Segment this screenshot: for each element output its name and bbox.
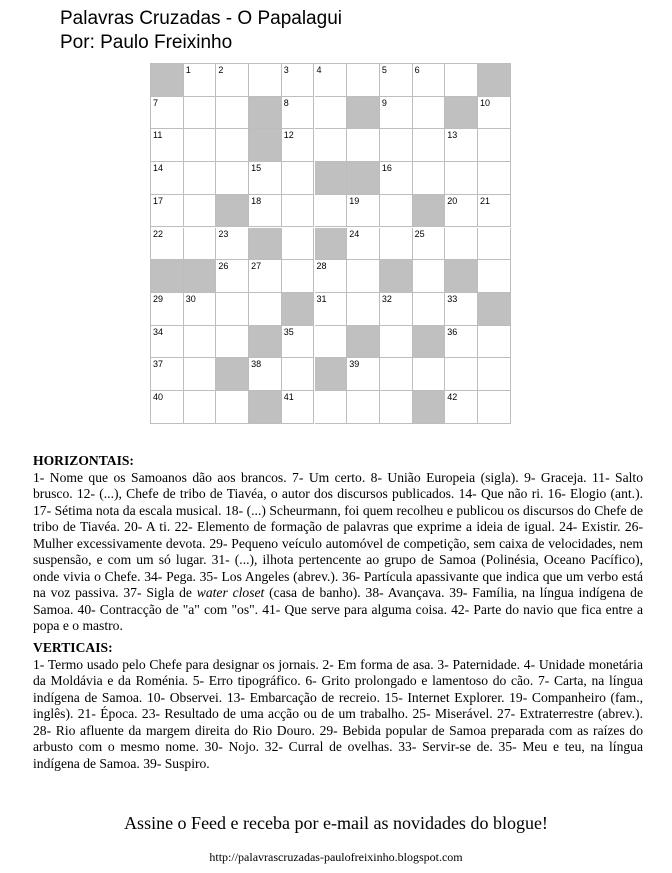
- black-cell: [249, 228, 282, 261]
- grid-cell[interactable]: [216, 228, 249, 261]
- black-cell: [184, 260, 217, 293]
- clue-number: 4: [316, 65, 322, 75]
- grid-cell[interactable]: [445, 129, 478, 162]
- grid-cell[interactable]: [445, 293, 478, 326]
- grid-cell[interactable]: [380, 97, 413, 130]
- clue-number: 38: [251, 359, 262, 370]
- clue-number: 5: [381, 65, 387, 75]
- clue-number: 37: [153, 359, 164, 370]
- grid-cell[interactable]: [347, 293, 380, 326]
- clue-number: 35: [283, 326, 294, 337]
- blog-url[interactable]: http://palavrascruzadas-paulofreixinho.blogspot.com: [209, 850, 463, 864]
- black-cell: [478, 64, 511, 97]
- clue-number: 10: [480, 97, 491, 108]
- horizontal-heading: HORIZONTAIS:: [33, 453, 134, 468]
- grid-cell[interactable]: [184, 129, 217, 162]
- grid-cell[interactable]: [249, 293, 282, 326]
- grid-cell[interactable]: [478, 326, 511, 359]
- grid-cell[interactable]: [380, 64, 413, 97]
- grid-cell[interactable]: [184, 293, 217, 326]
- black-cell: [151, 260, 184, 293]
- clue-number: 29: [153, 293, 164, 304]
- grid-cell[interactable]: [380, 391, 413, 424]
- grid-cell[interactable]: [380, 228, 413, 261]
- grid-cell[interactable]: [184, 358, 217, 391]
- grid-cell[interactable]: [413, 129, 446, 162]
- feed-subscribe-text: Assine o Feed e receba por e-mail as novidades do blogue!: [124, 813, 548, 833]
- black-cell: [445, 97, 478, 130]
- grid-cell[interactable]: [413, 64, 446, 97]
- grid-cell[interactable]: [347, 391, 380, 424]
- grid-cell[interactable]: [478, 391, 511, 424]
- grid-cell[interactable]: [315, 293, 348, 326]
- grid-cell[interactable]: [315, 64, 348, 97]
- black-cell: [413, 326, 446, 359]
- clue-number: 20: [447, 195, 458, 206]
- black-cell: [347, 326, 380, 359]
- clue-number: 31: [316, 293, 327, 304]
- grid-cell[interactable]: [282, 260, 315, 293]
- grid-cell[interactable]: [380, 293, 413, 326]
- grid-cell[interactable]: [216, 162, 249, 195]
- horizontal-clues-part2: (casa de banho). 38- Avançava. 39- Família, na língua indígena de Samoa. 40- Contracção de "a" com "os". 41- Que serve para alguma coisa. 42- Parte do navio que fica entre a popa e o mastro.: [33, 585, 643, 633]
- horizontal-clues-text: [33, 470, 643, 635]
- clue-number: 9: [381, 97, 387, 108]
- clue-number: 41: [283, 392, 294, 402]
- grid-cell[interactable]: [184, 64, 217, 97]
- grid-cell[interactable]: [282, 129, 315, 162]
- clue-number: 24: [349, 228, 360, 239]
- clue-number: 25: [414, 228, 425, 239]
- clue-number: 12: [283, 130, 294, 141]
- grid-cell[interactable]: [249, 358, 282, 391]
- black-cell: [413, 391, 446, 424]
- grid-cell[interactable]: [315, 129, 348, 162]
- black-cell: [249, 97, 282, 130]
- black-cell: [249, 326, 282, 359]
- grid-cell[interactable]: [478, 162, 511, 195]
- black-cell: [380, 260, 413, 293]
- grid-cell[interactable]: [151, 97, 184, 130]
- grid-cell[interactable]: [347, 228, 380, 261]
- clue-number: 34: [153, 326, 164, 337]
- clue-number: 40: [153, 392, 164, 402]
- black-cell: [249, 129, 282, 162]
- grid-cell[interactable]: [216, 64, 249, 97]
- vertical-clues-text: 1- Termo usado pelo Chefe para designar os jornais. 2- Em forma de asa. 3- Paternidade. 4- Unidade monetária da Moldávia e da Roménia. 5- Erro tipográfico. 6- Grito prolongado e lamentoso do cão. 7- Carta, na língua indígena de Samoa. 10- Observei. 13- Embarcação de recreio. 15- Internet Explorer. 19- Companheiro (fam., inglês). 21- Época. 23- Resultado de uma acção ou de um trabalho. 25- Miserável. 27- Extraterrestre (abrev.). 28- Rio afluente da margem direita do Rio Douro. 29- Bebida popular de Samoa preparada com as raízes do arbusto com o mesmo nome. 30- Nojo. 32- Curral de ovelhas. 33- Servir-se de. 35- Meu e teu, na língua indígena de Samoa. 39- Suspiro.: [33, 656, 643, 771]
- grid-cell[interactable]: [282, 326, 315, 359]
- clue-number: 23: [218, 228, 229, 239]
- grid-cell[interactable]: [216, 326, 249, 359]
- grid-cell[interactable]: [249, 64, 282, 97]
- clue-number: 7: [153, 97, 159, 108]
- clue-number: 18: [251, 195, 262, 206]
- grid-cell[interactable]: [413, 162, 446, 195]
- grid-cell[interactable]: [445, 358, 478, 391]
- clue-number: 30: [185, 293, 196, 304]
- vertical-clues: [33, 640, 643, 772]
- grid-cell[interactable]: [151, 358, 184, 391]
- grid-cell[interactable]: [216, 129, 249, 162]
- horizontal-clues-italic: water closet: [196, 585, 265, 600]
- black-cell: [151, 64, 184, 97]
- horizontal-clues: [33, 453, 643, 635]
- grid-cell[interactable]: [347, 64, 380, 97]
- black-cell: [347, 97, 380, 130]
- clue-number: 19: [349, 195, 360, 206]
- grid-cell[interactable]: [315, 195, 348, 228]
- grid-cell[interactable]: [151, 129, 184, 162]
- clue-number: 27: [251, 261, 262, 272]
- black-cell: [347, 162, 380, 195]
- grid-cell[interactable]: [216, 391, 249, 424]
- clue-number: 3: [283, 65, 289, 75]
- clue-number: 33: [447, 293, 458, 304]
- black-cell: [249, 391, 282, 424]
- grid-cell[interactable]: [151, 391, 184, 424]
- grid-cell[interactable]: [184, 326, 217, 359]
- page-title: Palavras Cruzadas - O Papalagui: [60, 8, 342, 29]
- grid-cell[interactable]: [184, 391, 217, 424]
- clue-number: 8: [283, 97, 289, 108]
- grid-cell[interactable]: [478, 195, 511, 228]
- horizontal-clues-part1: 1- Nome que os Samoanos dão aos brancos. 7- Um certo. 8- União Europeia (sigla). 9- Graceja. 11- Salto brusco. 12- (...), Chefe de tribo de Tiavéa, o autor dos discursos publicados. 14- Que não ri. 16- Elogio (ant.). 17- Sétima nota da escala musical. 18- (...) Scheurmann, foi quem recolheu e publicou os discursos do Chefe de tribo de Tiavéa. 20- A ti. 22- Elemento de formação de palavras que exprime a ideia de igual. 24- Existir. 26- Mulher excessivamente devota. 29- Pequeno veículo automóvel de competição, sem caixa de velocidades, nem suspensão, e com um só lugar. 31- (...), ilhota pertencente ao grupo de Samoa (Polinésia, Oceano Pacífico), onde vivia o Chefe. 34- Pega. 35- Los Angeles (abrev.). 36- Partícula apassivante que indica que um verbo está na voz passiva. 37- Sigla de: [33, 469, 643, 600]
- grid-cell[interactable]: [380, 326, 413, 359]
- grid-cell[interactable]: [151, 228, 184, 261]
- grid-cell[interactable]: [478, 358, 511, 391]
- grid-cell[interactable]: [249, 195, 282, 228]
- clue-number: 1: [185, 65, 191, 75]
- black-cell: [216, 358, 249, 391]
- grid-cell[interactable]: [184, 195, 217, 228]
- grid-cell[interactable]: [413, 260, 446, 293]
- grid-cell[interactable]: [478, 228, 511, 261]
- clue-number: 14: [153, 163, 164, 174]
- grid-cell[interactable]: [380, 162, 413, 195]
- grid-cell[interactable]: [249, 260, 282, 293]
- clue-number: 22: [153, 228, 164, 239]
- grid-cell[interactable]: [347, 358, 380, 391]
- grid-cell[interactable]: [151, 326, 184, 359]
- clue-number: 39: [349, 359, 360, 370]
- clue-number: 36: [447, 326, 458, 337]
- grid-cell[interactable]: [315, 97, 348, 130]
- clue-number: 13: [447, 130, 458, 141]
- grid-cell[interactable]: [445, 64, 478, 97]
- grid-cell[interactable]: [315, 260, 348, 293]
- grid-cell[interactable]: [184, 228, 217, 261]
- black-cell: [315, 228, 348, 261]
- black-cell: [478, 293, 511, 326]
- grid-cell[interactable]: [347, 195, 380, 228]
- grid-cell[interactable]: [347, 260, 380, 293]
- grid-cell[interactable]: [184, 97, 217, 130]
- clue-number: 11: [153, 130, 163, 141]
- grid-cell[interactable]: [151, 195, 184, 228]
- grid-cell[interactable]: [380, 358, 413, 391]
- grid-cell[interactable]: [347, 129, 380, 162]
- grid-cell[interactable]: [445, 228, 478, 261]
- grid-cell[interactable]: [216, 260, 249, 293]
- grid-cell[interactable]: [216, 293, 249, 326]
- grid-cell[interactable]: [413, 358, 446, 391]
- clue-number: 15: [251, 163, 262, 174]
- clue-number: 32: [381, 293, 392, 304]
- grid-cell[interactable]: [445, 391, 478, 424]
- clue-number: 28: [316, 261, 327, 272]
- black-cell: [413, 195, 446, 228]
- clue-number: 21: [480, 195, 491, 206]
- grid-cell[interactable]: [478, 129, 511, 162]
- crossword-grid: [150, 63, 511, 424]
- grid-cell[interactable]: [413, 293, 446, 326]
- grid-cell[interactable]: [445, 326, 478, 359]
- clue-number: 16: [381, 163, 392, 174]
- grid-cell[interactable]: [445, 162, 478, 195]
- grid-cell[interactable]: [315, 326, 348, 359]
- grid-cell[interactable]: [282, 64, 315, 97]
- black-cell: [282, 293, 315, 326]
- grid-cell[interactable]: [445, 195, 478, 228]
- clue-number: 2: [218, 65, 224, 75]
- vertical-heading: VERTICAIS:: [33, 640, 113, 655]
- grid-cell[interactable]: [249, 162, 282, 195]
- grid-cell[interactable]: [282, 391, 315, 424]
- clue-number: 42: [447, 392, 458, 402]
- grid-cell[interactable]: [282, 195, 315, 228]
- black-cell: [216, 195, 249, 228]
- grid-cell[interactable]: [380, 129, 413, 162]
- black-cell: [315, 358, 348, 391]
- grid-cell[interactable]: [478, 260, 511, 293]
- black-cell: [445, 260, 478, 293]
- grid-cell[interactable]: [282, 162, 315, 195]
- grid-cell[interactable]: [413, 97, 446, 130]
- grid-cell[interactable]: [184, 162, 217, 195]
- grid-cell[interactable]: [282, 97, 315, 130]
- grid-cell[interactable]: [478, 97, 511, 130]
- grid-cell[interactable]: [380, 195, 413, 228]
- grid-cell[interactable]: [282, 358, 315, 391]
- author-line: Por: Paulo Freixinho: [60, 32, 233, 53]
- clue-number: 6: [414, 65, 420, 75]
- grid-cell[interactable]: [315, 391, 348, 424]
- clue-number: 26: [218, 261, 229, 272]
- black-cell: [315, 162, 348, 195]
- grid-cell[interactable]: [413, 228, 446, 261]
- grid-cell[interactable]: [216, 97, 249, 130]
- grid-cell[interactable]: [151, 162, 184, 195]
- grid-cell[interactable]: [282, 228, 315, 261]
- grid-cell[interactable]: [151, 293, 184, 326]
- clue-number: 17: [153, 195, 164, 206]
